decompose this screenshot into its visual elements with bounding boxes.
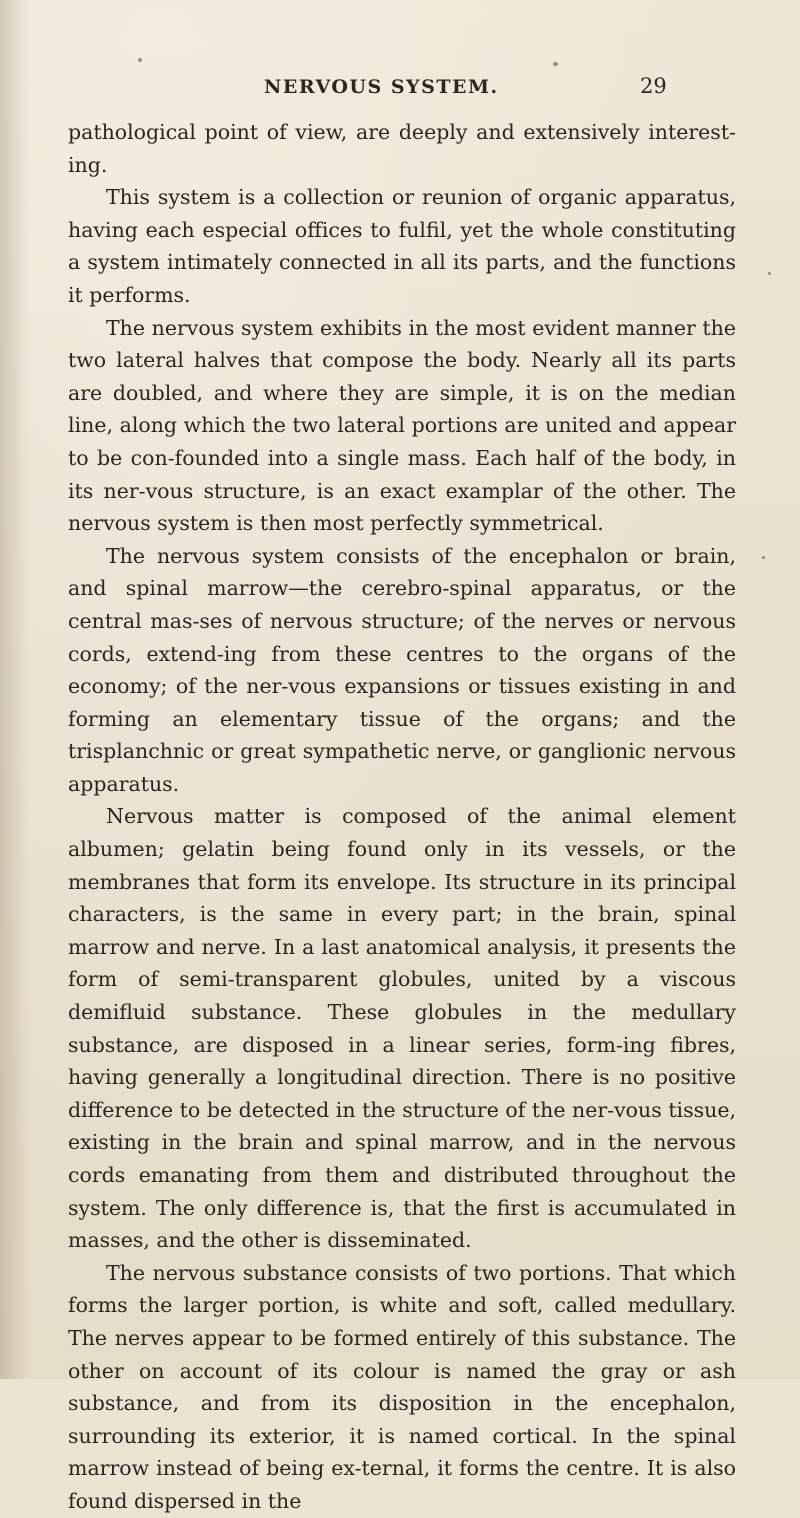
paper-speck: [762, 556, 765, 559]
paragraph: pathological point of view, are deeply and extensively interest-ing.: [68, 120, 736, 177]
paragraph: The nervous substance consists of two portions. That which forms the larger portion, is white and soft, called medullary. The nerves appear to be formed entirely of this substance. The other on account of its colour is named the gray or ash substance, and from its disposition in the encephalon, surrounding its exterior, it is named cortical. In the spinal marrow instead of being ex-ternal, it forms the centre. It is also found dispersed in the: [68, 1260, 736, 1513]
running-head: NERVOUS SYSTEM.: [264, 76, 499, 98]
paper-speck: [553, 62, 558, 66]
page-number: 29: [640, 74, 667, 98]
paragraph: The nervous system consists of the encephalon or brain, and spinal marrow—the cerebro-spinal apparatus, or the central mas-ses of nervous structure; of the nerves or nervous cords, extend-ing from these centres to the organs of the economy; of the ner-vous expansions or tissues existing in and forming an elementary tissue of the organs; and the trisplanchnic or great sympathetic nerve, or ganglionic nervous apparatus.: [68, 543, 736, 796]
paper-speck: [768, 272, 771, 275]
paragraph: This system is a collection or reunion of organic apparatus, having each especial offices to fulfil, yet the whole constituting a system intimately connected in all its parts, and the functions it performs.: [68, 185, 736, 307]
page-gutter-shadow: [0, 0, 30, 1379]
paragraph: Nervous matter is composed of the animal element albumen; gelatin being found only in its vessels, or the membranes that form its envelope. Its structure in its principal characters, is the same in every part; in the brain, spinal marrow and nerve. In a last anatomical analysis, it presents the form of semi-transparent globules, united by a viscous demifluid substance. These globules in the medullary substance, are disposed in a linear series, form-ing fibres, having generally a longitudinal direction. There is no positive difference to be detected in the structure of the ner-vous tissue, existing in the brain and spinal marrow, and in the nervous cords emanating from them and distributed throughout the system. The only difference is, that the first is accumulated in masses, and the other is disseminated.: [68, 804, 736, 1253]
body-text: [68, 116, 736, 1518]
page-header: [0, 76, 800, 106]
paragraph: The nervous system exhibits in the most evident manner the two lateral halves that compose the body. Nearly all its parts are doubled, and where they are simple, it is on the median line, along which the two lateral portions are united and appear to be con-founded into a single mass. Each half of the body, in its ner-vous structure, is an exact examplar of the other. The nervous system is then most perfectly symmetrical.: [68, 315, 736, 536]
paper-speck: [138, 58, 142, 62]
